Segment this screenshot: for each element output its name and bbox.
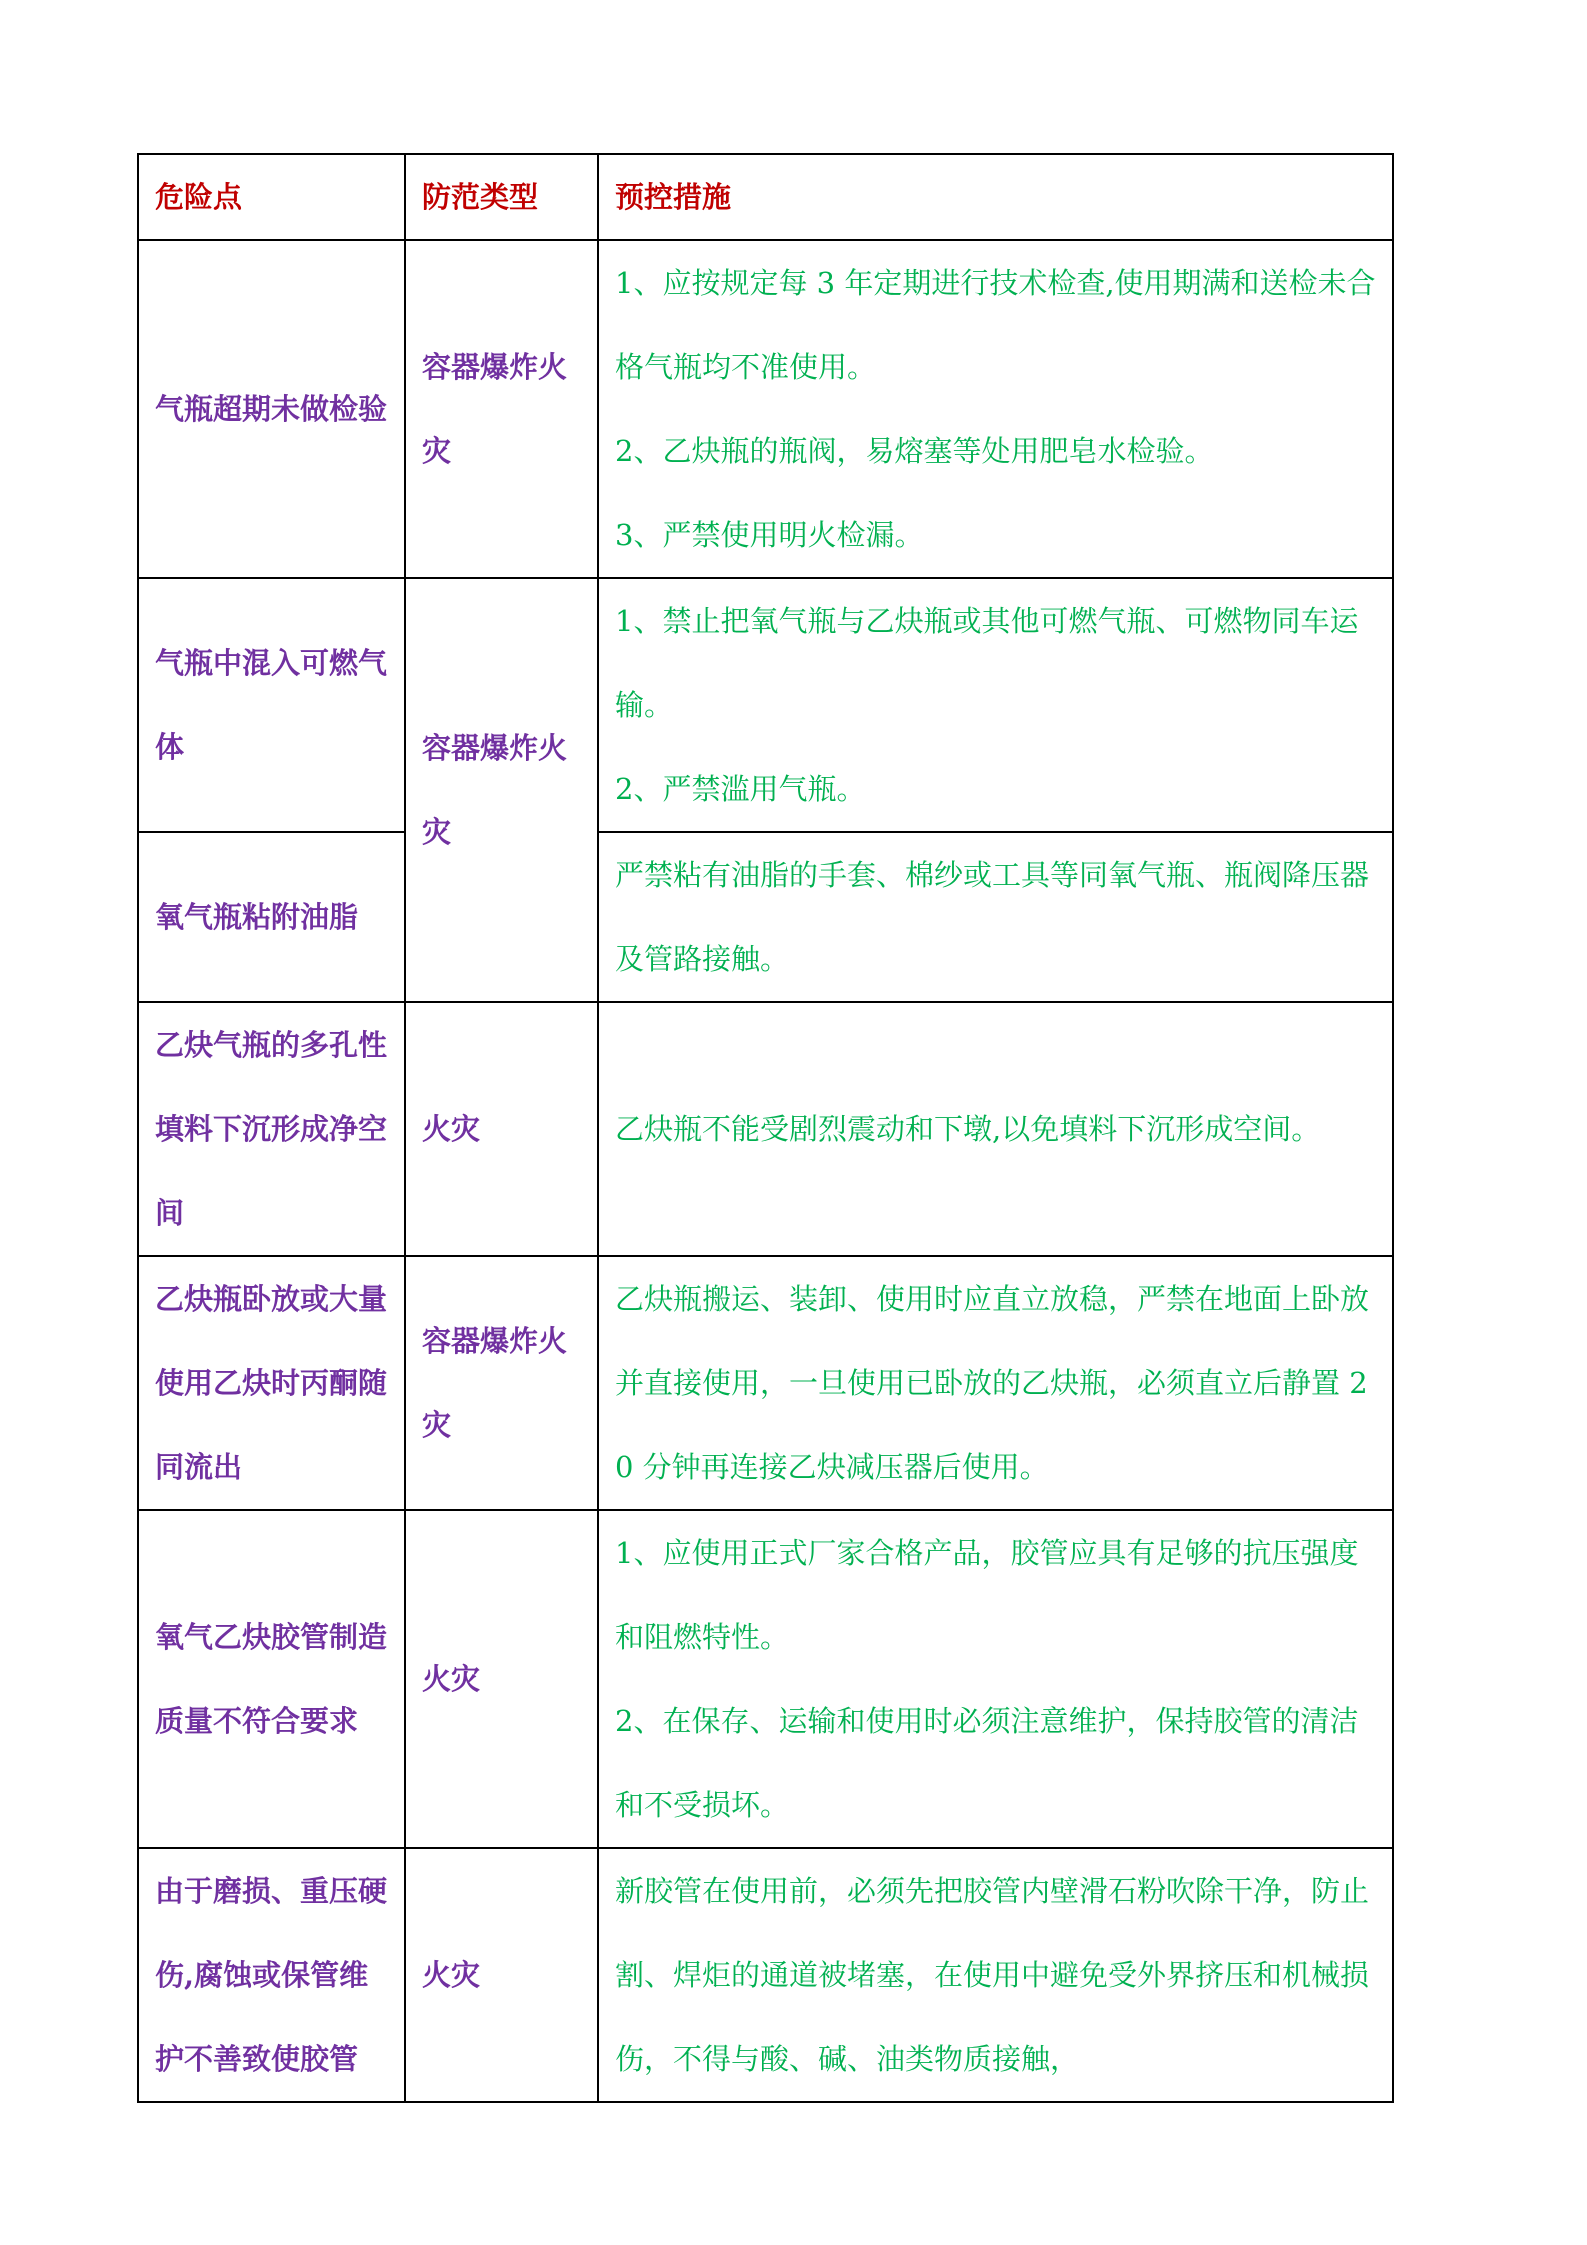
hazard-cell: 气瓶超期未做检验 (138, 240, 405, 578)
measure-cell (598, 1256, 1393, 1510)
measure-item: 1、禁止把氧气瓶与乙炔瓶或其他可燃气瓶、可燃物同车运输。 (615, 604, 1359, 722)
hazard-cell: 乙炔气瓶的多孔性填料下沉形成净空间 (138, 1002, 405, 1256)
measure-item: 严禁粘有油脂的手套、棉纱或工具等同氧气瓶、瓶阀降压器及管路接触。 (615, 858, 1370, 976)
measure-item: 2、严禁滥用气瓶。 (615, 772, 866, 806)
measure-item: 1、应按规定每 3 年定期进行技术检查,使用期满和送检未合格气瓶均不准使用。 (615, 266, 1376, 384)
header-type: 防范类型 (405, 154, 598, 240)
measure-item: 2、乙炔瓶的瓶阀，易熔塞等处用肥皂水检验。 (615, 434, 1214, 468)
table-header-row (138, 154, 1393, 240)
measure-item: 乙炔瓶搬运、装卸、使用时应直立放稳，严禁在地面上卧放并直接使用，一旦使用已卧放的乙炔瓶，必须直立后静置 20 分钟再连接乙炔减压器后使用。 (615, 1282, 1370, 1484)
hazard-cell: 氧气瓶粘附油脂 (138, 832, 405, 1002)
risk-control-table (137, 153, 1394, 2103)
header-measures: 预控措施 (598, 154, 1393, 240)
type-cell: 火灾 (405, 1002, 598, 1256)
measure-cell (598, 1848, 1393, 2102)
header-hazard: 危险点 (138, 154, 405, 240)
table-row (138, 1256, 1393, 1510)
type-cell: 火灾 (405, 1848, 598, 2102)
hazard-cell: 由于磨损、重压硬伤,腐蚀或保管维护不善致使胶管 (138, 1848, 405, 2102)
table-row (138, 832, 1393, 1002)
type-cell: 容器爆炸火灾 (405, 578, 598, 1002)
measure-item: 乙炔瓶不能受剧烈震动和下墩,以免填料下沉形成空间。 (615, 1112, 1321, 1146)
table-row (138, 1510, 1393, 1848)
measure-cell (598, 578, 1393, 832)
measure-cell (598, 1510, 1393, 1848)
table-row (138, 1002, 1393, 1256)
hazard-cell: 乙炔瓶卧放或大量使用乙炔时丙酮随同流出 (138, 1256, 405, 1510)
table-row (138, 240, 1393, 578)
hazard-cell: 气瓶中混入可燃气体 (138, 578, 405, 832)
type-cell: 火灾 (405, 1510, 598, 1848)
hazard-cell: 氧气乙炔胶管制造质量不符合要求 (138, 1510, 405, 1848)
table-row (138, 578, 1393, 832)
measure-item: 1、应使用正式厂家合格产品，胶管应具有足够的抗压强度和阻燃特性。 (615, 1536, 1359, 1654)
measure-item: 2、在保存、运输和使用时必须注意维护，保持胶管的清洁和不受损坏。 (615, 1704, 1359, 1822)
measure-cell (598, 832, 1393, 1002)
type-cell: 容器爆炸火灾 (405, 240, 598, 578)
measure-item: 3、严禁使用明火检漏。 (615, 518, 924, 552)
type-cell: 容器爆炸火灾 (405, 1256, 598, 1510)
table-row (138, 1848, 1393, 2102)
measure-cell (598, 1002, 1393, 1256)
measure-cell (598, 240, 1393, 578)
measure-item: 新胶管在使用前，必须先把胶管内壁滑石粉吹除干净，防止割、焊炬的通道被堵塞，在使用中避免受外界挤压和机械损伤，不得与酸、碱、油类物质接触， (615, 1874, 1370, 2076)
